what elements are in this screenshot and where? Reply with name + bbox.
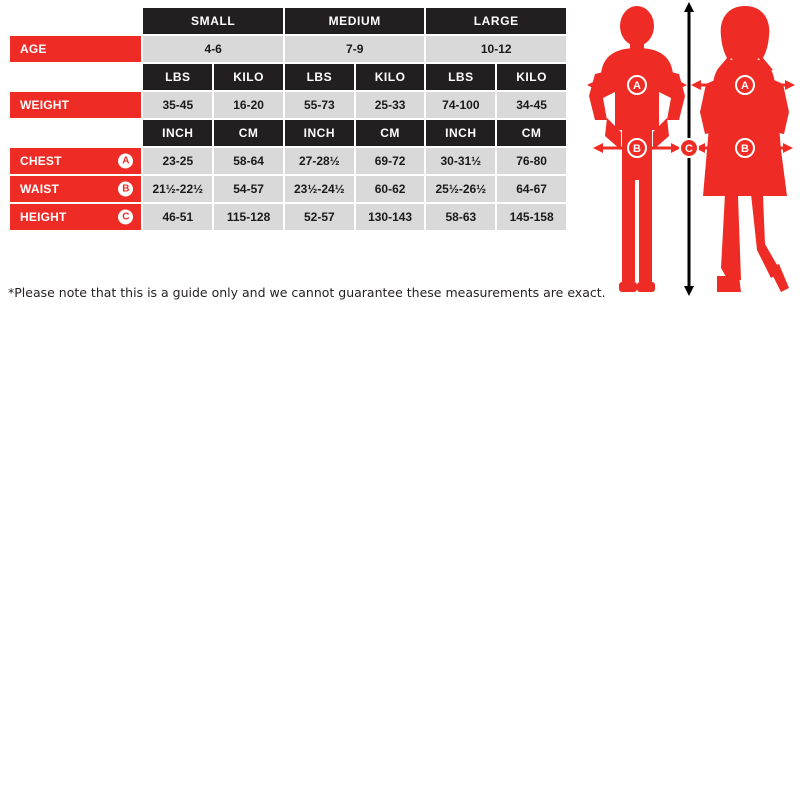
- height-medium-inch: 52-57: [285, 204, 354, 230]
- weight-large-lbs: 74-100: [426, 92, 495, 118]
- size-chart-table-wrapper: [8, 6, 568, 232]
- weight-unit-large-lbs: LBS: [426, 64, 495, 90]
- height-marker-c-label: C: [685, 143, 693, 155]
- height-large-cm: 145-158: [497, 204, 566, 230]
- length-unit-small-cm: CM: [214, 120, 283, 146]
- figures-svg: [575, 0, 795, 310]
- waist-medium-cm: 60-62: [356, 176, 425, 202]
- age-medium: 7-9: [285, 36, 425, 62]
- weight-small-lbs: 35-45: [143, 92, 212, 118]
- table-row-chest: [10, 148, 566, 174]
- weight-large-kilo: 34-45: [497, 92, 566, 118]
- male-waist-measure-line: [593, 139, 681, 157]
- weight-small-kilo: 16-20: [214, 92, 283, 118]
- unit-spacer-weight: [10, 64, 141, 90]
- length-unit-medium-inch: INCH: [285, 120, 354, 146]
- table-row-waist: [10, 176, 566, 202]
- chest-small-cm: 58-64: [214, 148, 283, 174]
- size-chart-table: [8, 6, 568, 232]
- header-spacer: [10, 8, 141, 34]
- length-unit-large-inch: INCH: [426, 120, 495, 146]
- row-label-waist: [10, 176, 141, 202]
- weight-medium-lbs: 55-73: [285, 92, 354, 118]
- height-small-cm: 115-128: [214, 204, 283, 230]
- height-medium-cm: 130-143: [356, 204, 425, 230]
- waist-large-inch: 25½-26½: [426, 176, 495, 202]
- header-large: LARGE: [426, 8, 566, 34]
- height-large-inch: 58-63: [426, 204, 495, 230]
- female-marker-b-label: B: [741, 143, 749, 155]
- length-unit-small-inch: INCH: [143, 120, 212, 146]
- age-large: 10-12: [426, 36, 566, 62]
- table-row-height: [10, 204, 566, 230]
- row-label-age: AGE: [10, 36, 141, 62]
- table-row-weight-units: [10, 64, 566, 90]
- weight-unit-medium-lbs: LBS: [285, 64, 354, 90]
- weight-unit-small-kilo: KILO: [214, 64, 283, 90]
- chest-large-cm: 76-80: [497, 148, 566, 174]
- age-small: 4-6: [143, 36, 283, 62]
- row-label-height: [10, 204, 141, 230]
- weight-medium-kilo: 25-33: [356, 92, 425, 118]
- table-row-length-units: [10, 120, 566, 146]
- chest-medium-cm: 69-72: [356, 148, 425, 174]
- female-marker-a-label: A: [741, 80, 749, 92]
- chest-medium-inch: 27-28½: [285, 148, 354, 174]
- male-marker-b-label: B: [633, 143, 641, 155]
- chest-large-inch: 30-31½: [426, 148, 495, 174]
- table-row-age: [10, 36, 566, 62]
- marker-badge-b: B: [118, 182, 133, 197]
- height-small-inch: 46-51: [143, 204, 212, 230]
- marker-badge-c: C: [118, 210, 133, 225]
- chest-small-inch: 23-25: [143, 148, 212, 174]
- weight-unit-large-kilo: KILO: [497, 64, 566, 90]
- header-small: SMALL: [143, 8, 283, 34]
- row-label-chest: [10, 148, 141, 174]
- height-measure-line: [680, 2, 698, 296]
- weight-unit-medium-kilo: KILO: [356, 64, 425, 90]
- row-label-height-text: HEIGHT: [20, 210, 67, 224]
- row-label-weight: WEIGHT: [10, 92, 141, 118]
- marker-badge-a: A: [118, 154, 133, 169]
- unit-spacer-length: [10, 120, 141, 146]
- table-row-size-headers: [10, 8, 566, 34]
- row-label-chest-text: CHEST: [20, 154, 62, 168]
- waist-small-cm: 54-57: [214, 176, 283, 202]
- measurement-figures: [575, 0, 795, 310]
- male-marker-a-label: A: [633, 80, 641, 92]
- header-medium: MEDIUM: [285, 8, 425, 34]
- length-unit-medium-cm: CM: [356, 120, 425, 146]
- waist-medium-inch: 23½-24½: [285, 176, 354, 202]
- row-label-waist-text: WAIST: [20, 182, 59, 196]
- length-unit-large-cm: CM: [497, 120, 566, 146]
- weight-unit-small-lbs: LBS: [143, 64, 212, 90]
- waist-large-cm: 64-67: [497, 176, 566, 202]
- waist-small-inch: 21½-22½: [143, 176, 212, 202]
- table-row-weight: [10, 92, 566, 118]
- disclaimer-note: *Please note that this is a guide only and we cannot guarantee these measurements are exact.: [8, 285, 606, 300]
